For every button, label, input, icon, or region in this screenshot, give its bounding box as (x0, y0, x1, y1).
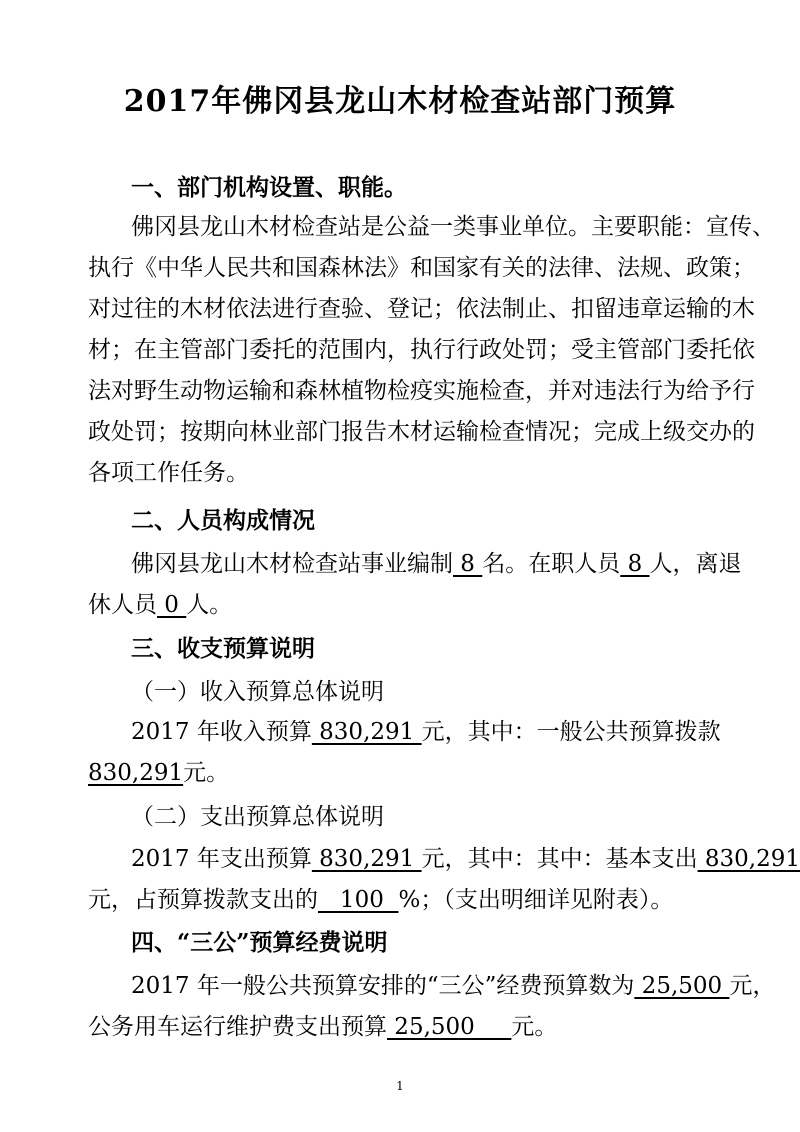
three-public-line-1 (131, 970, 776, 1002)
three-public-text: 元， (729, 973, 776, 999)
paragraph-line: 法对野生动物运输和森林植物检疫实施检查，并对违法行为给予行 (88, 378, 755, 404)
income-line-1 (131, 716, 720, 748)
expenditure-line-2 (88, 884, 720, 916)
vehicle-maintenance-budget-value: 25,500 (387, 1014, 512, 1040)
income-total-value: 830,291 (311, 719, 422, 745)
expenditure-line-1 (131, 843, 800, 875)
three-public-line-2 (88, 1011, 720, 1043)
three-public-budget-value: 25,500 (634, 973, 730, 999)
three-public-text: 元。 (511, 1014, 558, 1040)
staffing-text: 休人员 (88, 592, 157, 618)
retired-staff-value: 0 (157, 592, 187, 618)
section-1-heading: 一、部门机构设置、职能。 (131, 174, 407, 201)
paragraph-line: 执行《中华人民共和国森林法》和国家有关的法律、法规、政策； (88, 255, 755, 281)
page-number: 1 (396, 1079, 404, 1093)
general-budget-appropriation-value: 830,291 (88, 760, 184, 786)
basic-expenditure-value: 830,291 (697, 846, 800, 872)
paragraph-line: 政处罚；按期向林业部门报告木材运输检查情况；完成上级交办的 (88, 419, 755, 445)
staffing-text: 佛冈县龙山木材检查站事业编制 (131, 551, 453, 577)
staff-in-service-value: 8 (620, 551, 650, 577)
income-text: 2017 年收入预算 (131, 719, 312, 745)
expenditure-text: %；（支出明细详见附表）。 (398, 887, 674, 913)
expenditure-subheading: （二）支出预算总体说明 (131, 804, 384, 830)
three-public-text: 公务用车运行维护费支出预算 (88, 1014, 387, 1040)
expenditure-text: 元，占预算拨款支出的 (88, 887, 318, 913)
income-line-2 (88, 757, 720, 789)
expenditure-percent-value: 100 (318, 887, 399, 913)
income-text: 元，其中：一般公共预算拨款 (421, 719, 721, 745)
staffing-line-2 (88, 589, 720, 621)
paragraph-line: 对过往的木材依法进行查验、登记；依法制止、扣留违章运输的木 (88, 296, 755, 322)
staffing-quota-value: 8 (453, 551, 483, 577)
section-4-heading: 四、“三公”预算经费说明 (131, 929, 388, 956)
income-subheading: （一）收入预算总体说明 (131, 679, 384, 705)
expenditure-text: 元，其中：其中：基本支出 (421, 846, 698, 872)
page-title: 2017年佛冈县龙山木材检查站部门预算 (123, 84, 677, 119)
expenditure-text: 2017 年支出预算 (131, 846, 312, 872)
section-2-heading: 二、人员构成情况 (131, 507, 315, 534)
expenditure-total-value: 830,291 (311, 846, 422, 872)
income-text: 元。 (183, 760, 230, 786)
staffing-text: 人，离退 (649, 551, 742, 577)
paragraph-line: 各项工作任务。 (88, 460, 249, 486)
staffing-line-1 (131, 548, 742, 580)
section-3-heading: 三、收支预算说明 (131, 635, 315, 662)
paragraph-line: 佛冈县龙山木材检查站是公益一类事业单位。主要职能：宣传、 (131, 214, 775, 240)
staffing-text: 名。在职人员 (482, 551, 621, 577)
paragraph-line: 材；在主管部门委托的范围内，执行行政处罚；受主管部门委托依 (88, 337, 755, 363)
staffing-text: 人。 (186, 592, 233, 618)
three-public-text: 2017 年一般公共预算安排的“三公”经费预算数为 (131, 973, 635, 999)
